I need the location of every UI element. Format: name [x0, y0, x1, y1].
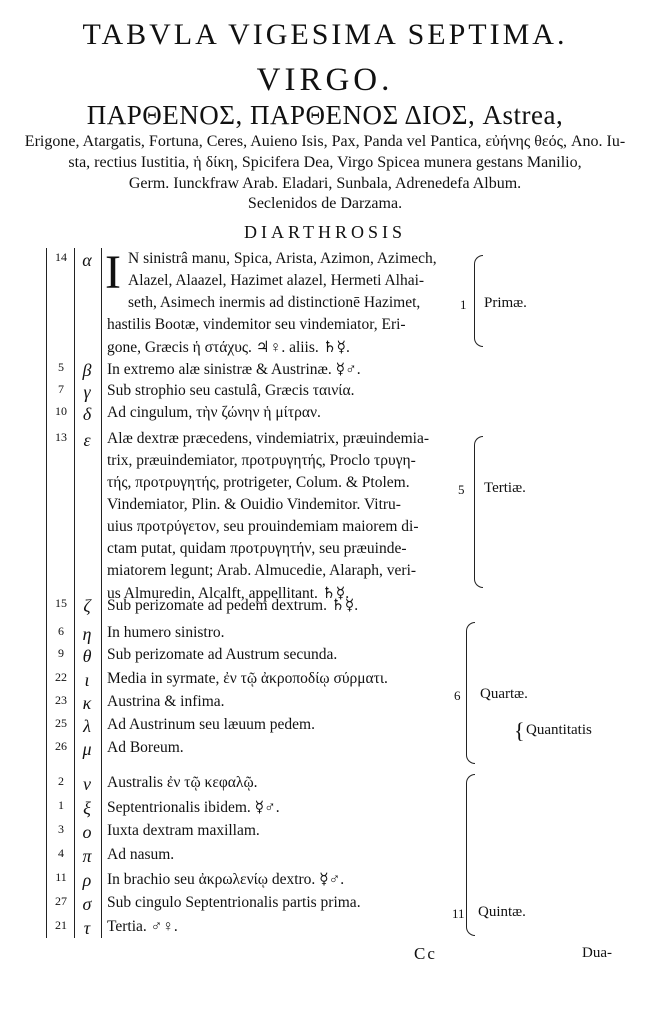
entry-number: 15	[55, 596, 67, 610]
entry-number: 21	[55, 918, 67, 932]
table-row	[0, 894, 650, 916]
entry-letter: α	[82, 250, 92, 270]
group-label: Quintæ.	[478, 904, 526, 920]
entry-number: 25	[55, 716, 67, 730]
entry-number: 9	[58, 646, 64, 660]
entry-number: 5	[58, 360, 64, 374]
table-row	[0, 360, 650, 382]
table-title: TABVLA VIGESIMA SEPTIMA.	[82, 18, 568, 51]
greek-names: ΠΑΡΘΕΝΟΣ, ΠΑΡΘΕΝΟΣ ΔΙΟΣ, Astrea,	[86, 100, 564, 130]
entry-letter: ξ	[83, 798, 91, 818]
entry-text: Australis ἐν τῷ κεφαλῷ.	[107, 774, 258, 791]
catchword: Dua-	[582, 945, 612, 961]
entry-text-line: hastilis Bootæ, vindemitor seu vindemiator, Eri-	[107, 316, 406, 333]
entry-number: 2	[58, 774, 64, 788]
entry-text: Sub strophio seu castulâ, Græcis ταινία.	[107, 382, 355, 399]
entry-number: 11	[55, 870, 67, 884]
entry-letter: ζ	[83, 596, 91, 616]
entry-text-line: Alæ dextræ præcedens, vindemiatrix, præuindemia-	[107, 430, 429, 447]
entry-letter: γ	[83, 382, 91, 402]
entry-text-line: Vindemiator, Plin. & Ouidio Vindemitor. Vitru-	[107, 496, 401, 513]
entry-text: Ad Boreum.	[107, 739, 184, 756]
entry-letter: ρ	[82, 870, 92, 890]
entry-number: 27	[55, 894, 67, 908]
table-row	[0, 774, 650, 796]
entry-text-line: uius προτρύγετον, seu prouindemiam maiorem di-	[107, 518, 419, 535]
names-line: sta, rectius Iustitia, ἡ δίκη, Spicifera Dea, Virgo Spicea munera gestans Manilio,	[68, 154, 582, 171]
entry-number: 23	[55, 693, 67, 707]
group-count: 5	[458, 482, 465, 497]
group-count: 11	[452, 906, 465, 921]
table-row	[0, 918, 650, 940]
entry-letter: η	[82, 624, 92, 644]
entry-text-line: trix, præuindemiator, προτρυγητής, Proclo τρυγη-	[107, 452, 416, 469]
table-row	[0, 693, 650, 715]
page-signature: Cc	[414, 944, 437, 963]
section-heading: DIARTHROSIS	[244, 222, 406, 242]
quantitatis-label: Quantitatis	[526, 722, 592, 738]
names-line: Germ. Iunckfraw Arab. Eladari, Sunbala, Adrenedefa Album.	[128, 175, 522, 192]
entry-letter: κ	[82, 693, 92, 713]
entry-number: 7	[58, 382, 64, 396]
table-row	[0, 798, 650, 820]
entry-number: 13	[55, 430, 67, 444]
group-brace	[466, 622, 475, 764]
entry-number: 4	[58, 846, 64, 860]
entry-letter: θ	[82, 646, 92, 666]
brace-glyph: {	[514, 718, 525, 743]
entry-text: Ad Austrinum seu læuum pedem.	[107, 716, 315, 733]
table-row	[0, 404, 650, 426]
group-label: Tertiæ.	[484, 480, 526, 496]
entry-text-line: miatorem legunt; Arab. Almucedie, Alaraph, veri-	[107, 562, 417, 579]
sign-title: VIRGO.	[256, 62, 394, 98]
entry-letter: τ	[83, 918, 91, 938]
entry-text: Septentrionalis ibidem. ☿♂.	[107, 799, 280, 816]
entry-text: Tertia. ♂♀.	[107, 918, 178, 935]
entry-number: 10	[55, 404, 67, 418]
entry-text-line: N sinistrâ manu, Spica, Arista, Azimon, Azimech,	[128, 250, 437, 267]
entry-letter: ν	[83, 774, 91, 794]
entry-letter: σ	[82, 894, 92, 914]
entry-text: Ad nasum.	[107, 846, 175, 863]
entry-text: In humero sinistro.	[107, 624, 225, 641]
table-row	[0, 870, 650, 892]
entry-text-line: gone, Græcis ἡ στάχυς. ♃♀. aliis. ♄☿.	[107, 339, 350, 356]
entry-text: In brachio seu ἀκρωλενίῳ dextro. ☿♂.	[107, 871, 345, 888]
entry-number: 1	[58, 798, 64, 812]
entry-number: 26	[55, 739, 67, 753]
group-count: 6	[454, 688, 461, 703]
table-row	[0, 382, 650, 404]
group-brace	[474, 255, 483, 347]
entry-text-line: seth, Asimech inermis ad distinctionē Hazimet,	[128, 294, 421, 311]
entry-number: 3	[58, 822, 64, 836]
entry-letter: ε	[83, 430, 91, 450]
entry-number: 14	[55, 250, 67, 264]
table-row	[0, 846, 650, 868]
entry-text: Austrina & infima.	[107, 693, 225, 710]
table-row	[0, 624, 650, 646]
entry-letter: ο	[82, 822, 92, 842]
names-line: Erigone, Atargatis, Fortuna, Ceres, Auieno Isis, Pax, Panda vel Pantica, εὐήνης θεός, Ano. Iu-	[24, 133, 626, 150]
entry-text: Sub perizomate ad pedem dextrum. ♄☿.	[107, 597, 359, 614]
entry-text: Iuxta dextram maxillam.	[107, 822, 260, 839]
entry-text: Ad cingulum, τὴν ζώνην ἡ μίτραν.	[107, 404, 321, 421]
entry-letter: μ	[82, 739, 92, 759]
group-brace	[466, 774, 475, 936]
entry-letter: β	[82, 360, 92, 380]
entry-letter: π	[82, 846, 92, 866]
entry-letter: λ	[83, 716, 91, 736]
entry-text: In extremo alæ sinistræ & Austrinæ. ☿♂.	[107, 361, 361, 378]
entry-text-line: us Almuredin, Alcalft, appellitant. ♄☿.	[107, 585, 350, 602]
group-label: Primæ.	[484, 295, 527, 311]
entry-text-line: τής, προτρυγητής, protrigeter, Colum. & Ptolem.	[107, 474, 410, 491]
group-brace	[474, 436, 483, 588]
entry-text-line: Alazel, Alaazel, Hazimet alazel, Hermeti Alhai-	[128, 272, 425, 289]
entry-number: 6	[58, 624, 64, 638]
entry-letter: δ	[82, 404, 92, 424]
group-label: Quartæ.	[480, 686, 528, 702]
entry-text: Media in syrmate, ἐν τῷ ἀκροποδίῳ σύρματι.	[107, 670, 388, 687]
entry-text: Sub cingulo Septentrionalis partis prima.	[107, 894, 361, 911]
table-row	[0, 646, 650, 668]
entry-number: 22	[55, 670, 67, 684]
table-row	[0, 822, 650, 844]
group-count: 1	[460, 297, 467, 312]
drop-cap: I	[105, 246, 121, 299]
entry-text: Sub perizomate ad Austrum secunda.	[107, 646, 338, 663]
table-row	[0, 670, 650, 692]
entry-letter: ι	[84, 670, 90, 690]
table-row	[0, 596, 650, 618]
entry-text-line: ctam putat, quidam προτρυγητήν, seu præuinde-	[107, 540, 407, 557]
names-line: Seclenidos de Darzama.	[247, 195, 403, 212]
table-row	[0, 739, 650, 761]
